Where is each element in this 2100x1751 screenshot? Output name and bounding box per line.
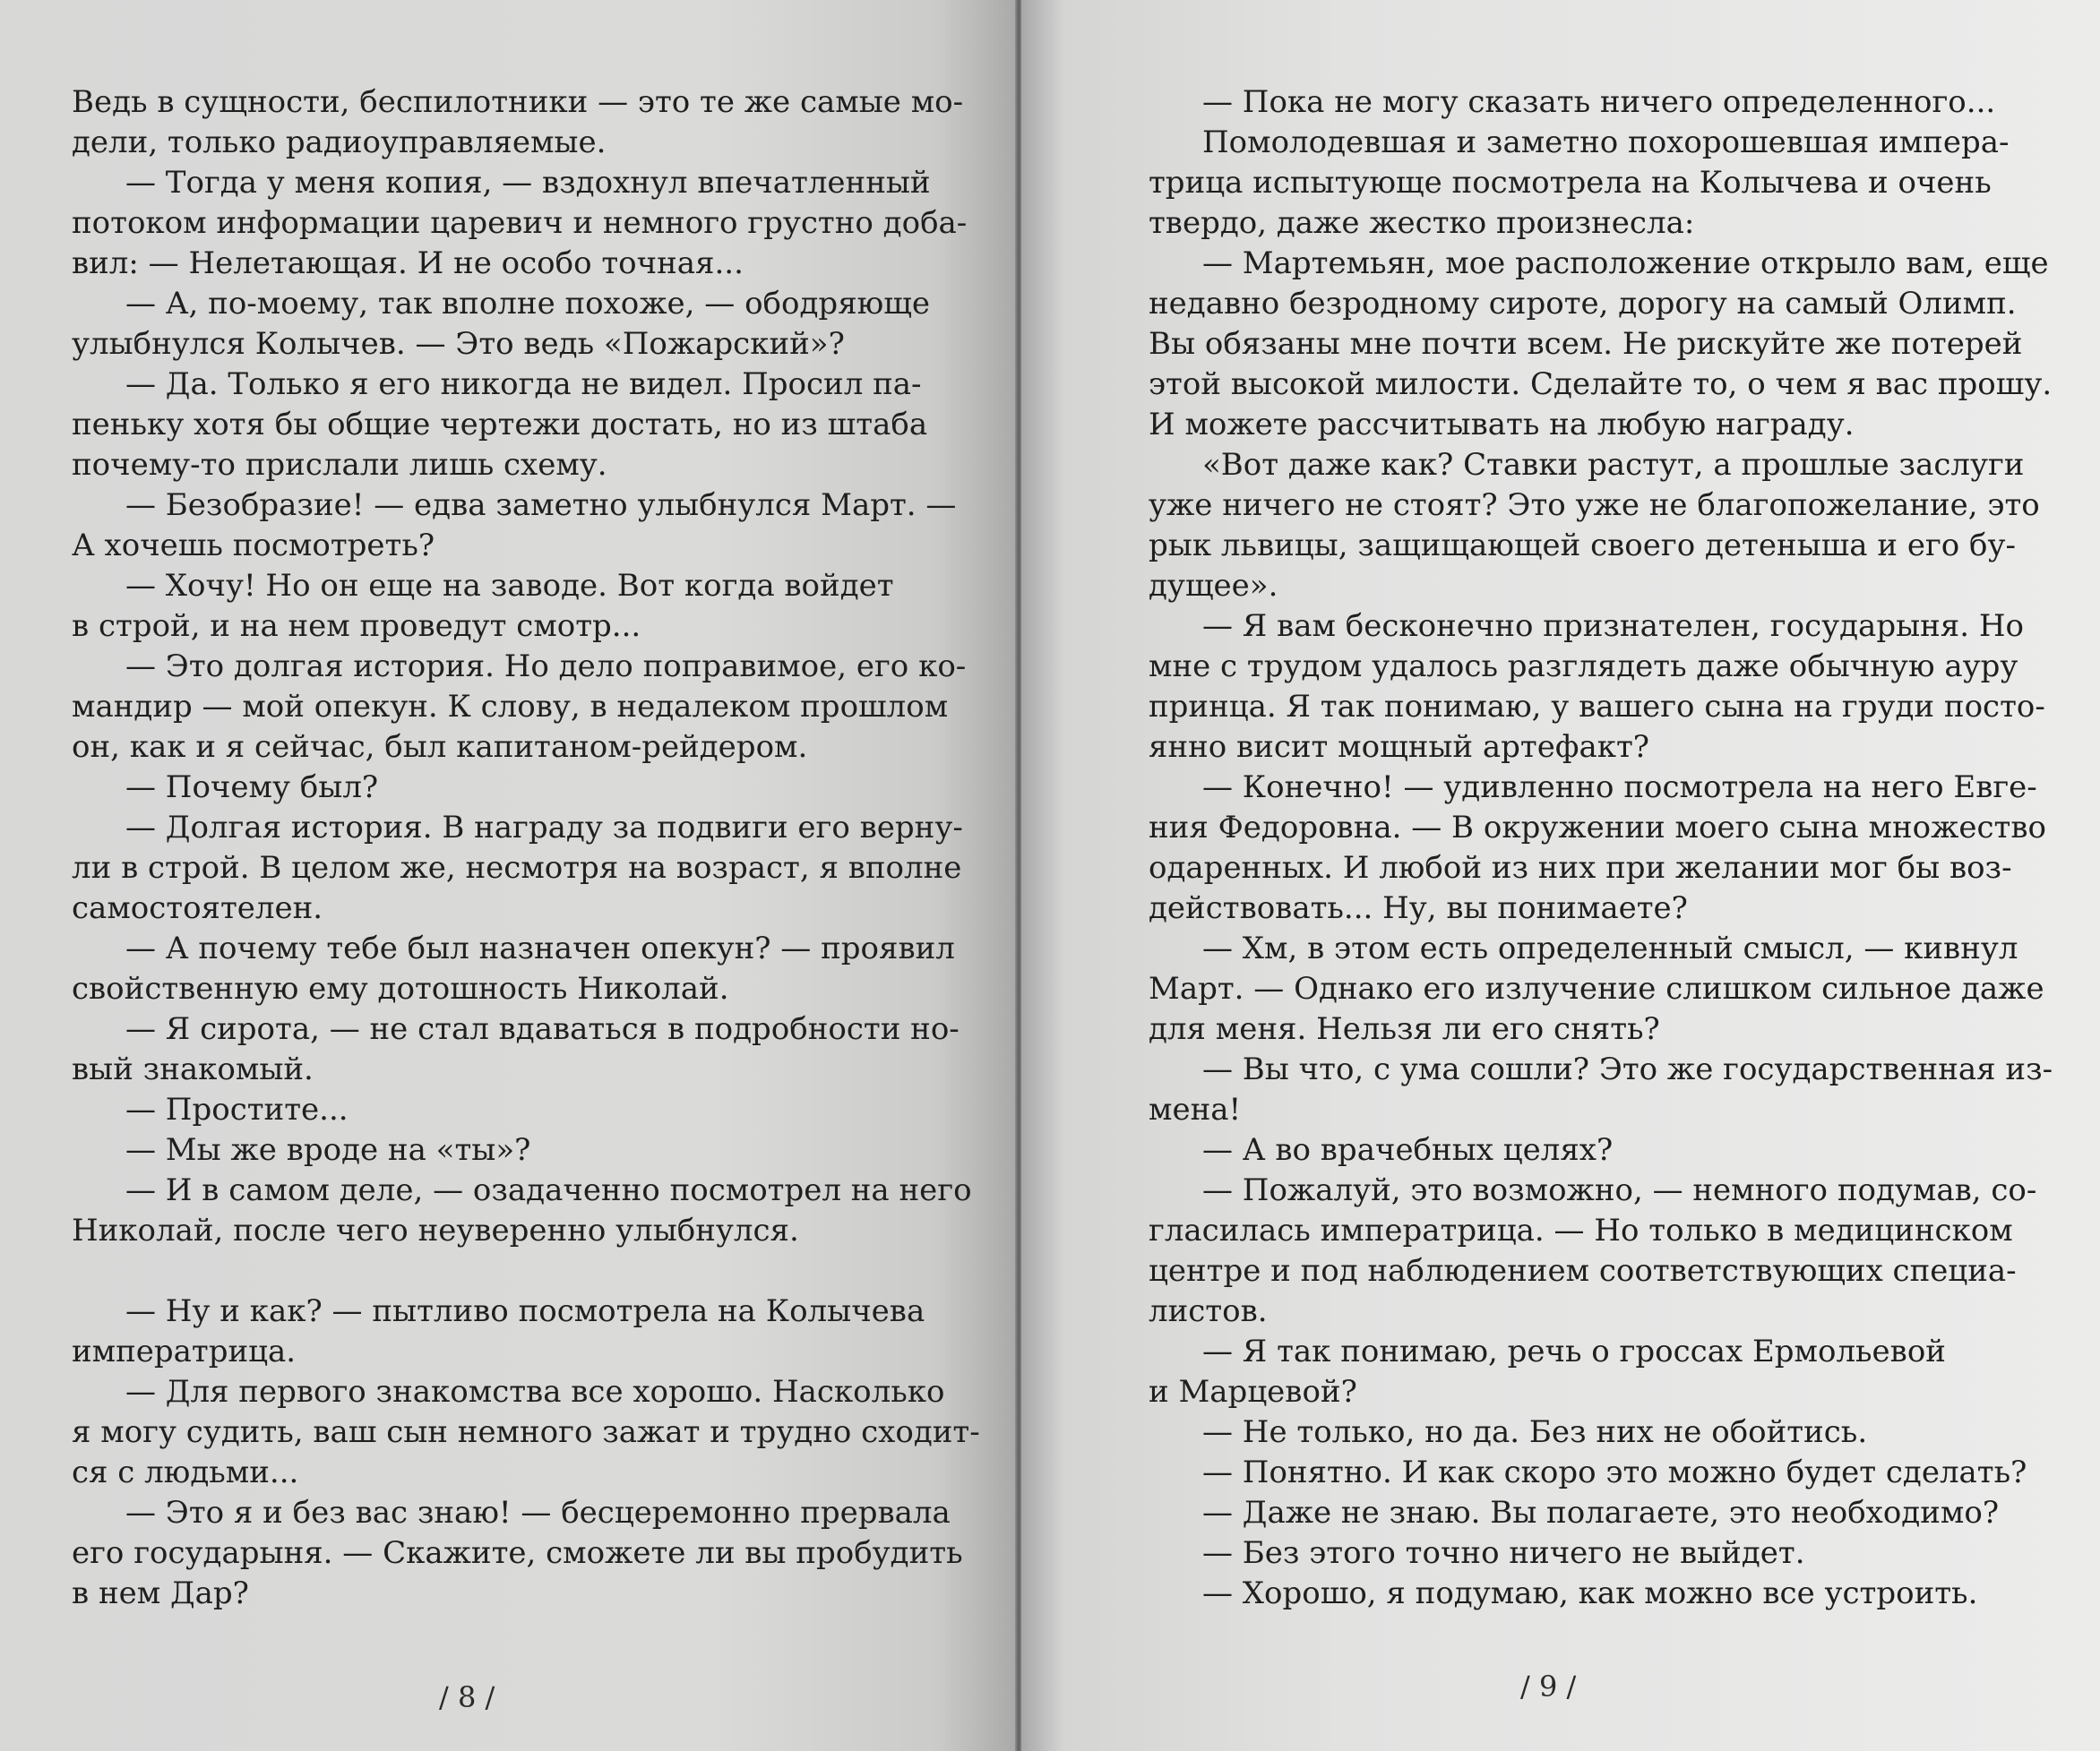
text-line: — Без этого точно ничего не выйдет. [1202,1535,1805,1571]
text-line: гласилась императрица. — Но только в медицинском [1149,1213,2013,1249]
text-line: Помолодевшая и заметно похорошевшая импера- [1202,124,2010,160]
text-line: Вы обязаны мне почти всем. Не рискуйте же потерей [1149,326,2023,362]
text-line: — Я так понимаю, речь о гроссах Ермольевой [1202,1334,1946,1369]
text-line: принца. Я так понимаю, у вашего сына на груди посто- [1149,689,2045,725]
text-line: И можете рассчитывать на любую награду. [1149,407,1855,442]
text-line: янно висит мощный артефакт? [1149,729,1650,765]
text-line: мне с трудом удалось разглядеть даже обычную ауру [1149,648,2018,684]
text-line: — Для первого знакомства все хорошо. Насколько [125,1374,945,1410]
text-line: — А во врачебных целях? [1202,1132,1614,1168]
text-line: — Мы же вроде на «ты»? [125,1132,531,1168]
text-line: вил: — Нелетающая. И не особо точная... [72,245,744,281]
text-line: — Мартемьян, мое расположение открыло вам, еще [1202,245,2049,281]
text-line: мандир — мой опекун. К слову, в недалеком прошлом [72,689,949,725]
text-line: — Почему был? [125,769,379,805]
text-line: он, как и я сейчас, был капитаном-рейдером. [72,729,808,765]
text-line: дели, только радиоуправляемые. [72,124,607,160]
text-line: — Даже не знаю. Вы полагаете, это необходимо? [1202,1495,2000,1531]
text-line: — Не только, но да. Без них не обойтись. [1202,1414,1868,1450]
text-line: — Долгая история. В награду за подвиги его верну- [125,810,963,845]
text-line: ся с людьми... [72,1455,299,1490]
text-line: свойственную ему дотошность Николай. [72,971,729,1007]
text-line: ли в строй. В целом же, несмотря на возраст, я вполне [72,850,962,886]
text-line: действовать... Ну, вы понимаете? [1149,890,1688,926]
text-line: улыбнулся Колычев. — Это ведь «Пожарский»? [72,326,845,362]
text-line: недавно безродному сироте, дорогу на самый Олимп. [1149,286,2017,322]
text-line: — Это я и без вас знаю! — бесцеремонно прервала [125,1495,951,1531]
left-page-text [72,82,980,1614]
text-line: — Конечно! — удивленно посмотрела на него Евге- [1202,769,2037,805]
right-page [1021,0,2100,1751]
text-line: — Я сирота, — не стал вдаваться в подробности но- [125,1011,960,1047]
text-line: — И в самом деле, — озадаченно посмотрел на него [125,1172,972,1208]
text-line: — Я вам бесконечно признателен, государыня. Но [1202,608,2024,644]
text-line: рык львицы, защищающей своего детеныша и его бу- [1149,528,2017,563]
text-line: в нем Дар? [72,1575,249,1611]
text-line: — Вы что, с ума сошли? Это же государственная из- [1202,1051,2053,1087]
text-line: Николай, после чего неуверенно улыбнулся. [72,1213,799,1249]
text-line: пеньку хотя бы общие чертежи достать, но из штаба [72,407,928,442]
text-line: вый знакомый. [72,1051,314,1087]
text-line: в строй, и на нем проведут смотр... [72,608,641,644]
text-line: — Безобразие! — едва заметно улыбнулся Март. — [125,487,957,523]
text-line: А хочешь посмотреть? [72,528,435,563]
text-line: ния Федоровна. — В окружении моего сына множество [1149,810,2046,845]
text-line: для меня. Нельзя ли его снять? [1149,1011,1660,1047]
text-line: его государыня. — Скажите, сможете ли вы пробудить [72,1535,963,1571]
text-line: самостоятелен. [72,890,323,926]
right-page-text [1149,82,2053,1614]
text-line: — Хм, в этом есть определенный смысл, — кивнул [1202,931,2018,966]
text-line: Ведь в сущности, беспилотники — это те же самые мо- [72,84,964,120]
text-line: потоком информации царевич и немного грустно доба- [72,205,968,241]
text-line: — Пока не могу сказать ничего определенного... [1202,84,1996,120]
text-line: — Простите... [125,1092,349,1128]
text-line [72,1251,909,1292]
text-line: я могу судить, ваш сын немного зажат и трудно сходит- [72,1414,980,1450]
text-line: и Марцевой? [1149,1374,1357,1410]
right-page-number: / 9 / [1520,1669,1577,1704]
text-line: листов. [1149,1293,1268,1329]
text-line: — Ну и как? — пытливо посмотрела на Колычева [125,1293,925,1329]
text-line: мена! [1149,1092,1242,1128]
text-line: этой высокой милости. Сделайте то, о чем я вас прошу. [1149,366,2053,402]
text-line: Март. — Однако его излучение слишком сильное даже [1149,971,2044,1007]
text-line: дущее». [1149,568,1278,604]
text-line: — Тогда у меня копия, — вздохнул впечатленный [125,165,931,201]
left-page-number: / 8 / [439,1680,495,1714]
text-line: твердо, даже жестко произнесла: [1149,205,1695,241]
text-line: — Пожалуй, это возможно, — немного подумав, со- [1202,1172,2037,1208]
text-line: центре и под наблюдением соответствующих специа- [1149,1253,2017,1289]
text-line: — Да. Только я его никогда не видел. Просил па- [125,366,922,402]
text-line: — Хочу! Но он еще на заводе. Вот когда войдет [125,568,894,604]
text-line: — Это долгая история. Но дело поправимое, его ко- [125,648,967,684]
text-line: уже ничего не стоят? Это уже не благопожелание, это [1149,487,2040,523]
text-line: — Понятно. И как скоро это можно будет сделать? [1202,1455,2027,1490]
text-line: — Хорошо, я подумаю, как можно все устроить. [1202,1575,1978,1611]
text-line: почему-то прислали лишь схему. [72,447,607,483]
text-line: одаренных. И любой из них при желании мог бы воз- [1149,850,2012,886]
text-line: «Вот даже как? Ставки растут, а прошлые заслуги [1202,447,2025,483]
text-line: императрица. [72,1334,297,1369]
text-line: — А, по-моему, так вполне похоже, — ободряюще [125,286,930,322]
text-line: трица испытующе посмотрела на Колычева и очень [1149,165,1992,201]
text-line: — А почему тебе был назначен опекун? — проявил [125,931,955,966]
left-page [0,0,1018,1751]
